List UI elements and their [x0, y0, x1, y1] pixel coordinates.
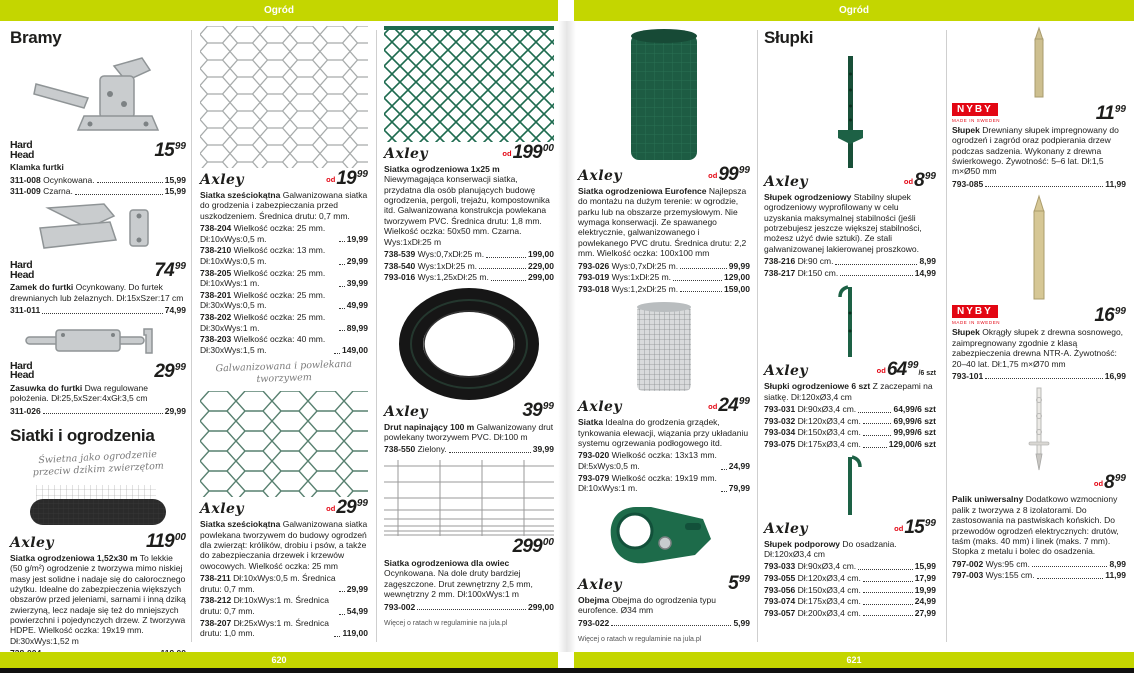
fence-clamp-image	[599, 499, 729, 573]
product-description: Siatka ogrodzeniowa 1,52x30 m To lekkie (50 g/m²) ogrodzenie z tworzywa mimo niskiej masy jest solidne i nadaje się do całorocznego użytku. Idealne do zabezpieczenia większych obszarów przed jeleniami, sarnami i inną dziką zwierzyną, lecz nadaje się też do mniejszych powierzchni i pojedynczych drzew. Z tworzywa HDPE. Wielkość oczka: 19x19 mm. Dł:30xWys:1,52 m	[10, 552, 186, 646]
sku-row: 793-101 16,99	[952, 370, 1126, 381]
sku-row: 738-207 Dł:25xWys:1 m. Średnica drutu: 1,0 mm. 119,00	[200, 617, 368, 639]
product-description: Siatka ogrodzeniowa Eurofence Najlepsza do montażu na dużym terenie: w ogrodzie, parku lub na obszarze przemysłowym. Nie wymaga konserwacji. Ze spawanego elektrycznie, galwanizowanego i powlekanego PVC drutu. Średnica drutu: 2,2 mm. Wielkość oczka: 100x100 mm	[578, 186, 747, 259]
product-description: Obejma Obejma do ogrodzenia typu eurofence. Ø34 mm	[578, 594, 716, 616]
dot-leader	[339, 286, 345, 287]
price: $11^{99}$	[1095, 103, 1126, 124]
price: $od24^{99}$	[708, 395, 750, 417]
dot-leader	[42, 313, 162, 314]
brand-logo-axley: Axley	[578, 399, 623, 416]
page-bottom-edge	[0, 668, 1134, 673]
dot-leader	[985, 186, 1103, 187]
column-bramy	[10, 26, 186, 664]
page-seam	[558, 21, 576, 652]
brand-logo-axley: Axley	[578, 168, 623, 184]
dot-leader	[334, 636, 340, 637]
sku-list	[764, 256, 936, 278]
dot-leader	[673, 280, 722, 281]
sku-row: 311-008 Ocynkowana. 15,99	[10, 174, 186, 185]
sku-row: 793-033 Dł:90xØ3,4 cm. 15,99	[764, 561, 936, 572]
sku-list	[384, 444, 554, 455]
product-card-siatka1x25	[384, 26, 554, 283]
page-number-left: 620	[271, 655, 287, 665]
sku-row: 793-057 Dł:200xØ3,4 cm. 27,99	[764, 607, 936, 618]
sku-row: 793-085 11,99	[952, 178, 1126, 189]
price: $119^{00}$	[145, 530, 186, 552]
sku-row: 793-056 Dł:150xØ3,4 cm. 19,99	[764, 584, 936, 595]
dot-leader	[863, 435, 892, 436]
price: $od199^{00}$	[502, 142, 554, 163]
sku-row: 793-034 Dł:150xØ3,4 cm. 99,99/6 szt	[764, 427, 936, 438]
page-number-right: 621	[846, 655, 862, 665]
gate-lock-image	[18, 202, 178, 260]
product-card-zamek	[10, 202, 186, 316]
product-card-zasuwka	[10, 321, 186, 417]
product-card-eurofence	[578, 26, 750, 294]
sku-row: 738-539 Wys:0,7xDł:25 m. 199,00	[384, 248, 554, 259]
dot-leader	[835, 264, 917, 265]
section-heading-slupki: Słupki	[764, 28, 814, 47]
dot-leader	[339, 614, 345, 615]
sku-list	[10, 406, 186, 417]
dot-leader	[449, 452, 531, 453]
column-divider	[191, 30, 192, 642]
dot-leader	[339, 241, 345, 242]
price: $5^{99}$	[728, 572, 750, 594]
price: $od29^{99}$	[326, 497, 368, 519]
sku-row: 738-211 Dł:10xWys:0,5 m. Średnica drutu: 0,7 mm. 29,99	[200, 573, 368, 594]
product-description: Słupek ogrodzeniowy Stabilny słupek ogrodzeniowy wyprofilowany w celu uzyskania maksymalnej stabilności (jeśli potrzebujesz jeszcze większej stabilności, możesz użyć dwie sztuki). Ze stali galwanizowanej lakierowanej proszkowo.	[764, 192, 922, 254]
column-eurofence	[578, 26, 750, 643]
dot-leader	[491, 280, 526, 281]
product-description: Słupek Drewniany słupek impregnowany do ogrodzeń i zagród oraz podpierania drzew podczas sadzenia. Wykonany z drewna świerkowego. Żywotność: 5–6 lat. Dł:1,5 m×Ø50 mm	[952, 125, 1119, 177]
sku-list	[10, 175, 186, 197]
price: $od99^{99}$	[708, 164, 750, 185]
column-divider	[946, 30, 947, 642]
dot-leader	[840, 275, 913, 276]
sku-row: 311-026 29,99	[10, 405, 186, 416]
sku-row: 738-540 Wys:1xDł:25 m. 229,00	[384, 260, 554, 271]
column-wooden-posts	[952, 26, 1126, 586]
sku-row: 738-203 Wielkość oczka: 40 mm. Dł:30xWys:1,5 m. 149,00	[200, 334, 368, 355]
sku-row: 738-550 Zielony. 39,99	[384, 444, 554, 455]
product-description: Siatka ogrodzeniowa 1x25 m Niewymagająca konserwacji siatka, przydatna dla osób planujących budowę ogrodzenia, pergoli, trejażu, kompostownika itd. Galwanizowana konstrukcja powlekana tworzywem PVC. Średnica drutu: 1,8 mm. Wielkość oczka: 50x50 mm. Czarna. Wys:1xDł:25 m	[384, 164, 550, 247]
sku-row: 793-031 Dł:90xØ3,4 cm. 64,99/6 szt	[764, 404, 936, 415]
product-description: Słupki ogrodzeniowe 6 szt Z zaczepami na siatkę. Dł:120xØ3,4 cm	[764, 381, 933, 402]
chain-link-fence-image	[384, 26, 554, 142]
handwritten-note-plastic-mesh: Świetna jako ogrodzenie przeciw dzikim zwierzętom	[32, 449, 165, 479]
product-card-owce	[384, 460, 554, 612]
price: $29^{99}$	[154, 360, 186, 382]
footer-bar-left	[0, 652, 558, 668]
column-divider	[376, 30, 377, 642]
handwritten-note-hex-mesh: Galwanizowana i powlekana tworzywem	[215, 358, 353, 385]
dot-leader	[863, 581, 913, 582]
sku-row: 738-210 Wielkość oczka: 13 mm. Dł:10xWys:0,5 m. 29,99	[200, 245, 368, 266]
brand-logo-axley: Axley	[764, 174, 809, 190]
sku-list	[952, 371, 1126, 382]
price: $299^{00}$	[512, 536, 554, 558]
dot-leader	[858, 412, 891, 413]
sku-row: 738-201 Wielkość oczka: 25 mm. Dł:30xWys:0,5 m. 49,99	[200, 289, 368, 311]
dot-leader	[339, 591, 345, 592]
product-description: Siatka sześciokątna Galwanizowana siatka powlekana tworzywem do budowy ogrodzeń dla zwierząt: królików, drobiu i psów, a także do zabezpieczania drzewek i krzewów owocowych. Wielkość oczka: 25 mm	[200, 519, 368, 571]
dot-leader	[680, 268, 727, 269]
product-description: Siatka sześciokątna Galwanizowana siatka do grodzenia i zabezpieczania przed uszkodzeniem. Średnica drutu: 0,7 mm.	[200, 190, 368, 221]
product-card-palik	[952, 386, 1126, 580]
dot-leader	[721, 469, 727, 470]
dot-leader	[75, 194, 163, 195]
sku-row: 793-016 Wys:1,25xDł:25 m. 299,00	[384, 272, 554, 283]
product-description: Palik uniwersalny Dodatkowo wzmocniony palik z tworzywa z 8 izolatorami. Do zastosowania na pastwiskach końskich. Do przewodów ogrodzeń elektrycznych: drutów, taśm (maks. 40 mm) i linek (maks. 7 mm). Stopka z metalu i bolec do osadzenia.	[952, 494, 1119, 557]
dot-leader	[863, 423, 892, 424]
sku-row: 793-019 Wys:1xDł:25 m. 129,00	[578, 272, 750, 283]
dot-leader	[611, 625, 731, 626]
sku-list	[952, 559, 1126, 581]
brand-logo-axley: Axley	[10, 534, 55, 551]
brand-logo-hardhead: Hard Head	[10, 258, 35, 281]
sku-list	[200, 223, 368, 356]
sku-row: 311-011 74,99	[10, 304, 186, 315]
dot-leader	[863, 604, 913, 605]
product-card-obejma	[578, 499, 750, 628]
dot-leader	[863, 615, 913, 616]
sku-row: 793-022 5,99	[578, 617, 750, 628]
product-card-klamka	[10, 54, 186, 197]
price: $od8^{99}$	[903, 170, 936, 191]
brand-logo-nyby: NYBY MADE IN SWEDEN	[952, 104, 1001, 123]
column-chainlink	[384, 26, 554, 627]
sku-row: 738-216 Dł:90 cm. 8,99	[764, 256, 936, 267]
product-description: Słupek Okrągły słupek z drewna sosnowego, zaimpregnowany zgodnie z klasą zabezpieczenia drewna NTR-A. Żywotność: 20–40 lat. Dł:1,75 m×Ø70 mm	[952, 327, 1124, 369]
sku-row: 738-212 Dł:10xWys:1 m. Średnica drutu: 0,7 mm. 54,99	[200, 595, 368, 616]
sku-row: 738-202 Wielkość oczka: 25 mm. Dł:30xWys:1 m. 89,99	[200, 312, 368, 333]
price: $od15^{99}$	[894, 516, 936, 538]
price: $od64^{99}/6$ szt	[876, 359, 936, 381]
sku-row: 738-217 Dł:150 cm. 14,99	[764, 267, 936, 278]
footer-bar-right	[574, 652, 1134, 668]
hex-mesh-image	[200, 26, 368, 168]
product-card-hex2	[200, 391, 368, 639]
sku-row: 797-002 Wys:95 cm. 8,99	[952, 558, 1126, 569]
price: $39^{99}$	[522, 399, 554, 421]
sheep-fence-image	[384, 460, 554, 536]
support-post-image	[820, 455, 880, 517]
section-heading-bramy: Bramy	[10, 28, 62, 47]
product-card-siatkamala	[578, 299, 750, 494]
brand-logo-axley: Axley	[384, 146, 429, 162]
sku-list	[578, 261, 750, 295]
dot-leader	[1037, 578, 1104, 579]
product-description: Zasuwka do furtki Dwa regulowane położenia. Dł:25,5xSzer:4xGł:3,5 cm	[10, 382, 148, 404]
dot-leader	[479, 268, 526, 269]
brand-logo-hardhead: Hard Head	[10, 139, 35, 161]
barrel-bolt-image	[18, 321, 178, 361]
brand-logo-axley: Axley	[384, 403, 429, 420]
brand-logo-axley: Axley	[200, 501, 245, 518]
sku-row: 793-079 Wielkość oczka: 19x19 mm. Dł:10xWys:1 m. 79,99	[578, 472, 750, 494]
sku-row: 793-055 Dł:120xØ3,4 cm. 17,99	[764, 572, 936, 583]
product-card-slupekswierk	[952, 26, 1126, 189]
product-description: Siatka ogrodzeniowa dla owiec Ocynkowana. Na dole druty bardziej zagęszczone. Drut zewnętrzny 2,5 mm, wewnętrzny 2 mm. Dł:100xWys:1 m	[384, 558, 533, 600]
dot-leader	[339, 308, 345, 309]
product-description: Drut napinający 100 m Galwanizowany drut powlekany tworzywem PVC. Dł:100 m	[384, 421, 554, 443]
fence-posts-6pack-image	[820, 283, 880, 359]
price: $16^{99}$	[1094, 305, 1126, 327]
category-label-right: Ogród	[839, 5, 869, 16]
dot-leader	[1032, 566, 1108, 567]
dot-leader	[339, 264, 345, 265]
sku-list	[764, 561, 936, 618]
dot-leader	[417, 609, 526, 610]
gate-latch-image	[18, 54, 178, 140]
plastic-mesh-roll-image	[18, 483, 178, 531]
sku-list	[384, 602, 554, 613]
wire-coil-image	[394, 288, 544, 400]
dot-leader	[680, 291, 722, 292]
steel-post-image	[820, 54, 880, 170]
brand-logo-nyby: NYBY MADE IN SWEDEN	[952, 306, 1001, 326]
sku-list	[384, 249, 554, 283]
sku-list	[200, 573, 368, 639]
product-card-slupeksosna	[952, 194, 1126, 381]
price: $od19^{99}$	[326, 168, 368, 189]
product-card-slupekogr	[764, 54, 936, 278]
brand-logo-axley: Axley	[764, 363, 809, 380]
price: $od8^{99}$	[1093, 472, 1126, 494]
product-card-siatka152	[10, 483, 186, 659]
product-description: Słupek podporowy Do osadzania. Dł:120xØ3,4 cm	[764, 538, 897, 559]
dot-leader	[334, 353, 340, 354]
dot-leader	[858, 569, 913, 570]
dot-leader	[863, 447, 887, 448]
sku-list	[578, 618, 750, 629]
pine-post-image	[1009, 194, 1069, 300]
sku-row: 793-002 299,00	[384, 601, 554, 612]
header-bar-right	[574, 0, 1134, 21]
category-label-left: Ogród	[264, 5, 294, 16]
column-divider	[757, 30, 758, 642]
sku-list	[578, 450, 750, 494]
dot-leader	[97, 182, 163, 183]
column-slupki	[764, 26, 936, 623]
column-hex-mesh	[200, 26, 368, 644]
dot-leader	[339, 330, 345, 331]
product-card-slupki6	[764, 283, 936, 449]
sku-list	[764, 404, 936, 450]
price: $74^{99}$	[154, 260, 186, 282]
dot-leader	[486, 257, 526, 258]
brand-logo-axley: Axley	[200, 172, 245, 188]
sku-row: 793-020 Wielkość oczka: 13x13 mm. Dł:5xWys:0,5 m. 24,99	[578, 450, 750, 472]
hex-mesh-coated-image	[200, 391, 368, 497]
sku-row: 793-026 Wys:0,7xDł:25 m. 99,99	[578, 260, 750, 271]
sku-row: 793-018 Wys:1,2xDł:25 m. 159,00	[578, 283, 750, 294]
dot-leader	[43, 413, 163, 414]
metal-mesh-roll-image	[619, 299, 709, 395]
brand-logo-axley: Axley	[578, 576, 623, 593]
price: $15^{99}$	[154, 140, 186, 162]
installments-note-right: Więcej o ratach w regulaminie na jula.pl	[578, 636, 702, 644]
sku-row: 311-009 Czarna. 15,99	[10, 186, 186, 197]
eurofence-roll-image	[609, 26, 719, 164]
sku-row: 738-204 Wielkość oczka: 25 mm. Dł:10xWys:0,5 m. 19,99	[200, 223, 368, 244]
product-description: Siatka Idealna do grodzenia grządek, tynkowania elewacji, wiązania przy układaniu systemu ogrzewania podłogowego itd.	[578, 417, 749, 449]
sku-row: 793-074 Dł:175xØ3,4 cm. 24,99	[764, 596, 936, 607]
product-card-hex1	[200, 26, 368, 356]
header-bar-left	[0, 0, 558, 21]
universal-picket-image	[1009, 386, 1069, 472]
product-card-slupekpod	[764, 455, 936, 619]
wooden-post-image	[1009, 26, 1069, 98]
sku-row: 793-075 Dł:175xØ3,4 cm. 129,00/6 szt	[764, 439, 936, 449]
product-card-drut	[384, 288, 554, 455]
section-heading-siatki: Siatki i ogrodzenia	[10, 426, 155, 446]
sku-row: 738-205 Wielkość oczka: 25 mm. Dł:10xWys:1 m. 39,99	[200, 267, 368, 289]
dot-leader	[985, 378, 1103, 379]
sku-list	[952, 179, 1126, 190]
sku-row: 793-032 Dł:120xØ3,4 cm. 69,99/6 szt	[764, 415, 936, 426]
installments-note-left: Więcej o ratach w regulaminie na jula.pl	[384, 620, 508, 628]
brand-logo-axley: Axley	[764, 520, 809, 537]
dot-leader	[863, 592, 913, 593]
sku-list	[10, 305, 186, 316]
brand-logo-hardhead: Hard Head	[10, 359, 35, 382]
dot-leader	[721, 491, 727, 492]
product-description: Zamek do furtki Ocynkowany. Do furtek drewnianych lub żelaznych. Dł:15xSzer:17 cm	[10, 282, 184, 303]
sku-row: 797-003 Wys:155 cm. 11,99	[952, 570, 1126, 581]
product-description: Klamka furtki	[10, 162, 64, 173]
